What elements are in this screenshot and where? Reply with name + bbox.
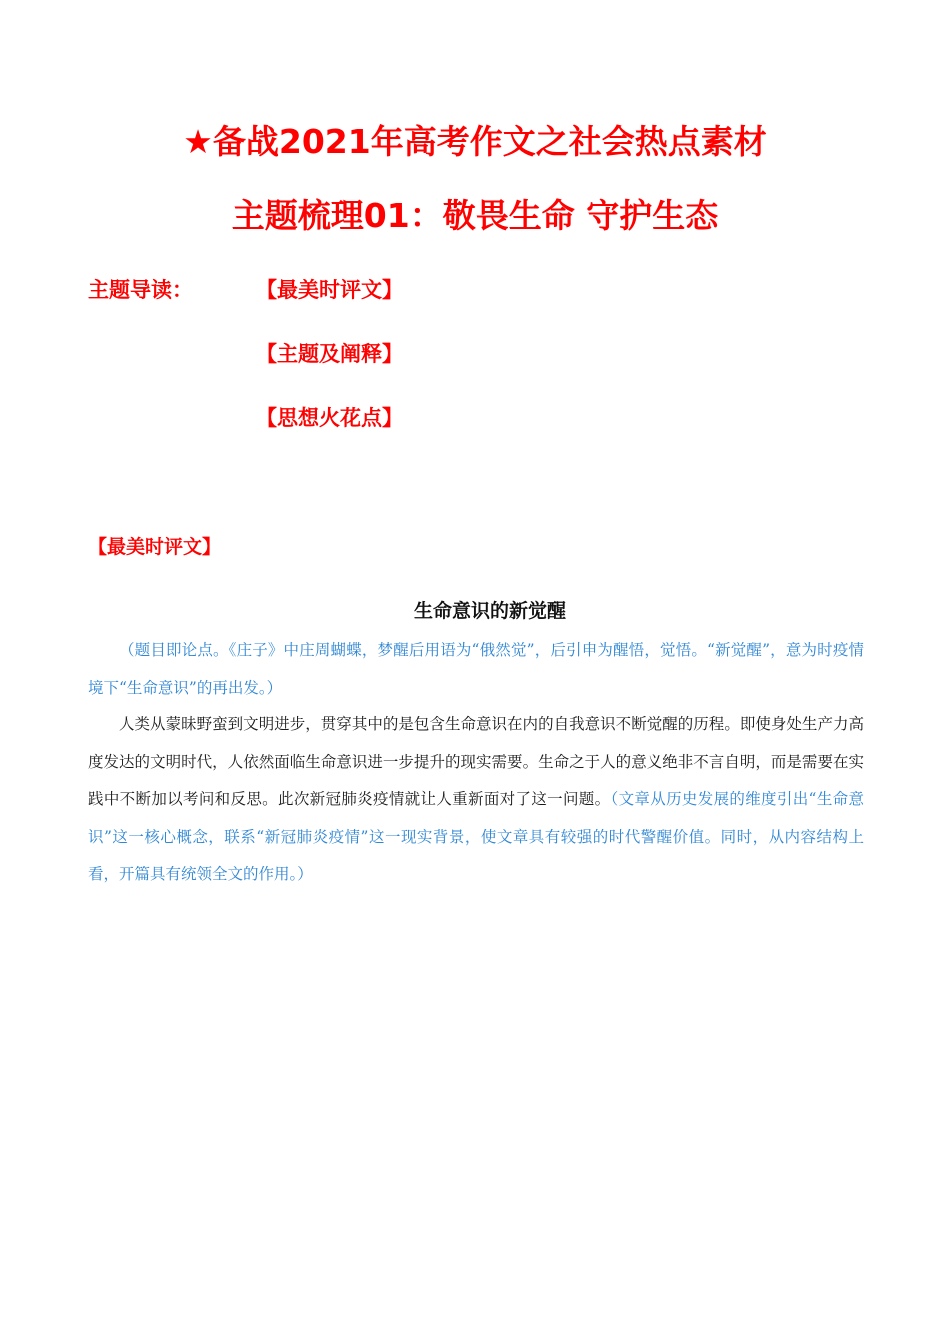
guide-item-ideas: 【思想火花点】	[256, 406, 403, 430]
guide-item-theme: 【主题及阐释】	[256, 342, 403, 366]
title-note-paragraph: （题目即论点。《庄子》中庄周蝴蝶，梦醒后用语为“俄然觉”，后引申为醒悟，觉悟。“新觉醒”，意为时疫情境下“生命意识”的再出发。）	[88, 641, 864, 697]
guide-label: 主题导读：	[88, 278, 193, 302]
article-title: 生命意识的新觉醒	[413, 600, 566, 622]
body-comment: （文章从历史发展的维度引出“生命意识”这一核心概念，联系“新冠肺炎疫情”这一现实背景，使文章具有较强的时代警醒价值。同时，从内容结构上看，开篇具有统领全文的作用。）	[88, 790, 864, 883]
document-subtitle: 主题梳理01：敬畏生命 守护生态	[231, 196, 719, 235]
section-heading: 【最美时评文】	[88, 536, 222, 558]
guide-item-commentary: 【最美时评文】	[256, 278, 403, 302]
body-text: 人类从蒙昧野蛮到文明进步，贯穿其中的是包含生命意识在内的自我意识不断觉醒的历程。即使身处生产力高度发达的文明时代，人依然面临生命意识进一步提升的现实需要。生命之于人的意义绝非不言自明，而是需要在实践中不断加以考问和反思。此次新冠肺炎疫情就让人重新面对了这一问题。	[88, 715, 864, 808]
document-title: ★备战2021年高考作文之社会热点素材	[183, 122, 767, 161]
body-paragraph	[88, 706, 864, 894]
